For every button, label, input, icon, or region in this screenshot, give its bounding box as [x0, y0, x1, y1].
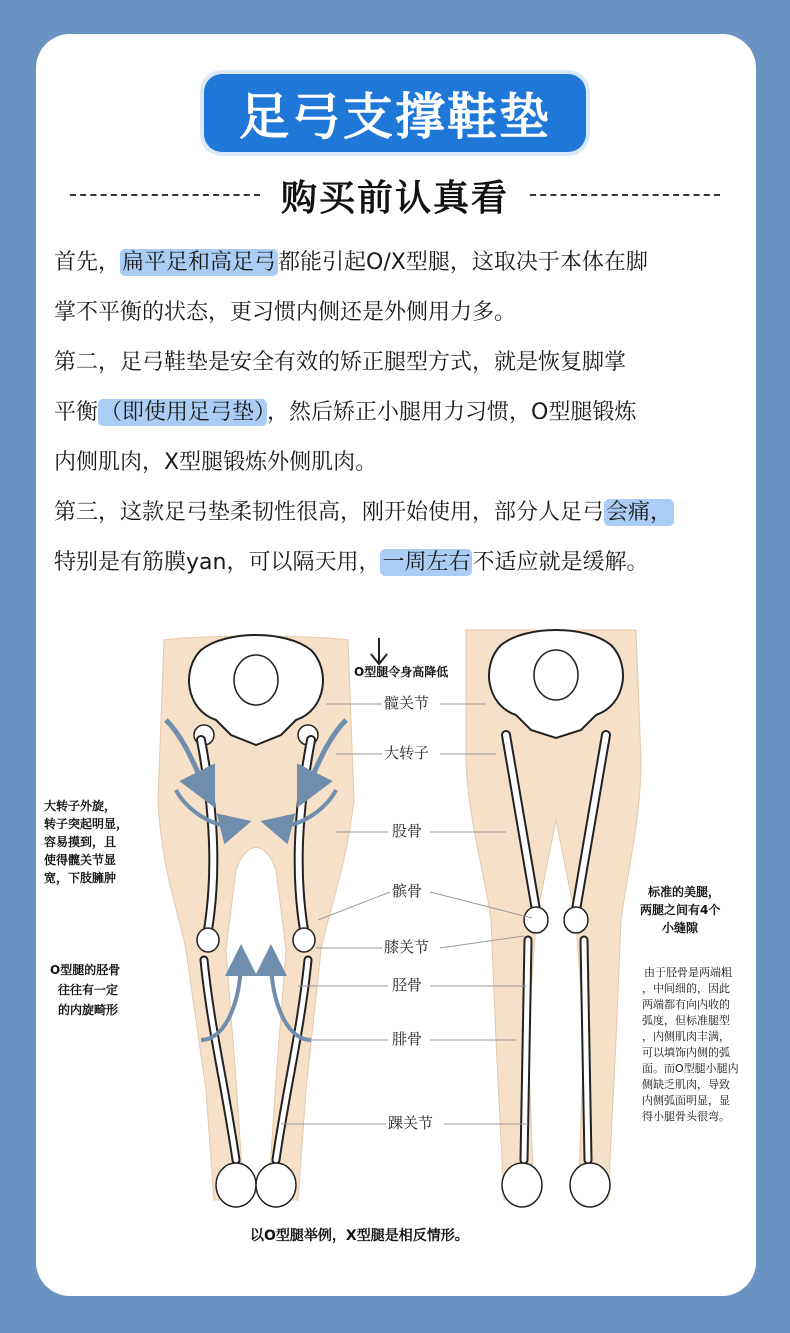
- text: 都能引起O/X型腿，这取决于本体在脚: [278, 250, 648, 275]
- label-patella: 髌骨: [392, 882, 423, 900]
- note-line: 得小腿骨头很弯。: [642, 1110, 730, 1123]
- o-leg-figure: [158, 635, 354, 1207]
- leg-anatomy-diagram: [36, 620, 756, 1260]
- paragraph-2-line-1: 第二，足弓鞋垫是安全有效的矫正腿型方式，就是恢复脚掌: [54, 350, 627, 375]
- note-line: 使得髋关节显: [44, 853, 117, 867]
- label-hip-joint: 髋关节: [384, 694, 430, 712]
- subtitle: 购买前认真看: [280, 177, 509, 219]
- note-line: 往往有一定: [58, 983, 119, 997]
- text: 平衡: [54, 400, 99, 425]
- highlight: （即使用足弓垫）: [100, 400, 266, 425]
- paragraph-2-line-3: 内侧肌肉，X型腿锻炼外侧肌肉。: [54, 450, 378, 475]
- note-line: 两腿之间有4个: [640, 903, 721, 917]
- diagram-caption: 以O型腿举例，X型腿是相反情形。: [250, 1228, 469, 1244]
- note-line: 可以填饰内侧的弧: [642, 1046, 730, 1059]
- highlight: 一周左右: [382, 550, 471, 575]
- highlight: 扁平足和高足弓: [122, 250, 277, 275]
- note-line: 弧度，但标准腿型: [642, 1014, 730, 1027]
- normal-leg-figure: [466, 630, 641, 1207]
- text: 特别是有筋膜yan，可以隔天用，: [54, 550, 381, 575]
- label-fibula: 腓骨: [392, 1030, 423, 1048]
- page-title: 足弓支撑鞋垫: [204, 74, 586, 152]
- note-line: 宽，下肢臃肿: [44, 871, 117, 885]
- note-line: 由于胫骨是两端粗: [644, 966, 732, 979]
- label-tibia: 胫骨: [392, 976, 423, 994]
- right-note-standard: [640, 884, 720, 935]
- note-line: 容易摸到，且: [44, 835, 117, 849]
- top-note: O型腿令身高降低: [354, 665, 449, 679]
- text: 首先，: [54, 250, 121, 275]
- divider-right: [530, 194, 720, 196]
- label-ankle-joint: 踝关节: [388, 1114, 434, 1132]
- note-line: 标准的美腿，: [648, 885, 721, 899]
- text: ，然后矫正小腿用力习惯，O型腿锻炼: [267, 400, 637, 425]
- divider-left: [70, 194, 260, 196]
- label-knee-joint: 膝关节: [384, 938, 430, 956]
- left-note-trochanter: [44, 798, 128, 885]
- paragraph-3-line-1: [54, 488, 754, 538]
- note-line: 面。而O型腿小腿内: [642, 1062, 739, 1075]
- highlight: 会痛，: [606, 500, 673, 525]
- note-line: 转子突起明显，: [44, 817, 129, 831]
- text: 第三，这款足弓垫柔韧性很高，刚开始使用，部分人足弓: [54, 500, 605, 525]
- label-greater-trochanter: 大转子: [384, 744, 430, 762]
- left-note-tibia: [50, 962, 120, 1017]
- note-line: 两端都有向内收的: [642, 998, 730, 1011]
- note-line: 的内旋畸形: [58, 1003, 119, 1017]
- paragraph-3-line-2: [54, 538, 754, 588]
- note-line: O型腿的胫骨: [50, 963, 121, 977]
- right-note-tibia: [642, 965, 739, 1123]
- paragraph-1-line-2: 掌不平衡的状态，更习惯内侧还是外侧用力多。: [54, 300, 517, 325]
- note-line: 大转子外旋，: [44, 799, 117, 813]
- paragraph-1-line-1: [54, 238, 754, 288]
- note-line: ，内侧肌肉丰满，: [642, 1030, 730, 1043]
- subtitle-row: [70, 168, 720, 222]
- note-line: 侧缺乏肌肉，导致: [642, 1078, 730, 1091]
- note-line: 内侧弧面明显，显: [642, 1094, 730, 1107]
- paragraph-2-line-2: [54, 388, 754, 438]
- label-femur: 股骨: [392, 822, 423, 840]
- text: 不适应就是缓解。: [472, 550, 649, 575]
- note-line: 小缝隙: [662, 921, 699, 935]
- note-line: ，中间细的，因此: [642, 982, 730, 995]
